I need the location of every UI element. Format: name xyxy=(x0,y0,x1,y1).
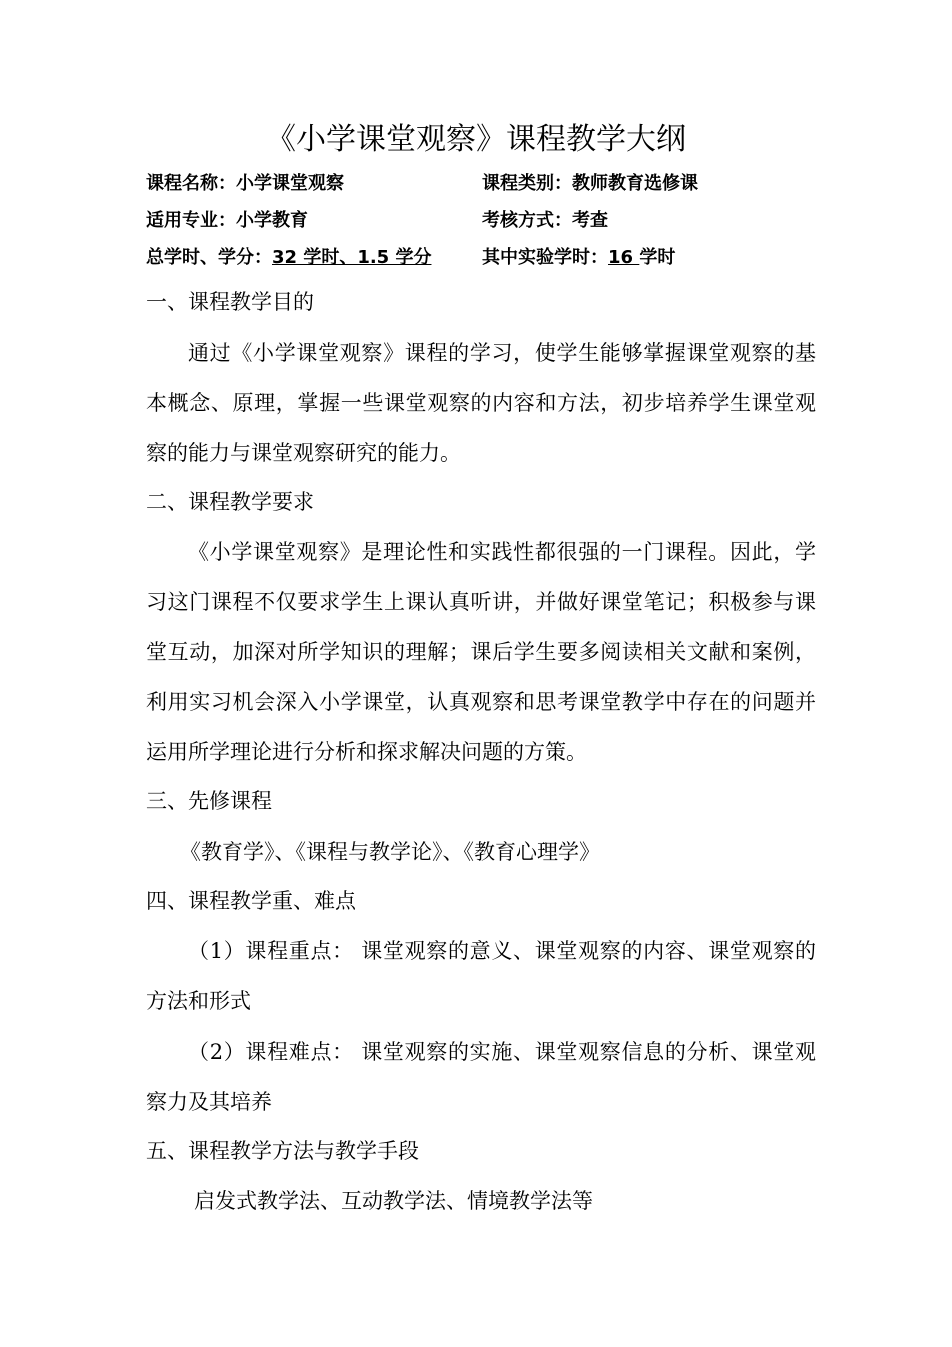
major-label: 适用专业： xyxy=(146,210,236,231)
section-body-requirements: 《小学课堂观察》是理论性和实践性都很强的一门课程。因此，学习这门课程不仅要求学生上课认真听讲，并做好课堂笔记；积极参与课堂互动，加深对所学知识的理解；课后学生要多阅读相关文献和案例，利用实习机会深入小学课堂，认真观察和思考课堂教学中存在的问题并运用所学理论进行分析和探求解决问题的方策。 xyxy=(146,540,816,764)
course-type-row xyxy=(482,170,698,198)
hours-row xyxy=(146,244,431,272)
major-row xyxy=(146,207,308,235)
assessment-label: 考核方式： xyxy=(482,210,572,231)
lab-hours-value: 16 xyxy=(608,247,640,268)
section-heading-requirements: 二、课程教学要求 xyxy=(146,490,314,514)
course-name-value: 小学课堂观察 xyxy=(236,173,344,194)
course-name-label: 课程名称： xyxy=(146,173,236,194)
hours-label: 总学时、学分： xyxy=(146,247,272,268)
key-point-2: （2）课程难点： 课堂观察的实施、课堂观察信息的分析、课堂观察力及其培养 xyxy=(146,1040,816,1114)
lab-hours-row xyxy=(482,244,675,272)
lab-hours-unit: 学时 xyxy=(639,247,676,268)
course-type-value: 教师教育选修课 xyxy=(572,173,698,194)
assessment-value: 考查 xyxy=(572,210,608,231)
hours-value: 32 学时、1.5 学分 xyxy=(272,247,432,268)
section-heading-purpose: 一、课程教学目的 xyxy=(146,290,314,314)
key-point-1: （1）课程重点： 课堂观察的意义、课堂观察的内容、课堂观察的方法和形式 xyxy=(146,939,816,1013)
course-name-row xyxy=(146,170,344,198)
major-value: 小学教育 xyxy=(236,210,308,231)
section-heading-methods: 五、课程教学方法与教学手段 xyxy=(146,1139,419,1163)
section-body-purpose: 通过《小学课堂观察》课程的学习，使学生能够掌握课堂观察的基本概念、原理，掌握一些课堂观察的内容和方法，初步培养学生课堂观察的能力与课堂观察研究的能力。 xyxy=(146,341,816,465)
page-title: 《小学课堂观察》课程教学大纲 xyxy=(266,122,686,157)
section-heading-prerequisites: 三、先修课程 xyxy=(146,789,272,813)
section-heading-key-points: 四、课程教学重、难点 xyxy=(146,889,356,913)
section-body-prerequisites: 《教育学》、《课程与教学论》、《教育心理学》 xyxy=(180,840,600,864)
lab-hours-label: 其中实验学时： xyxy=(482,247,608,268)
course-type-label: 课程类别： xyxy=(482,173,572,194)
assessment-row xyxy=(482,207,608,235)
section-body-methods: 启发式教学法、互动教学法、情境教学法等 xyxy=(194,1189,593,1213)
